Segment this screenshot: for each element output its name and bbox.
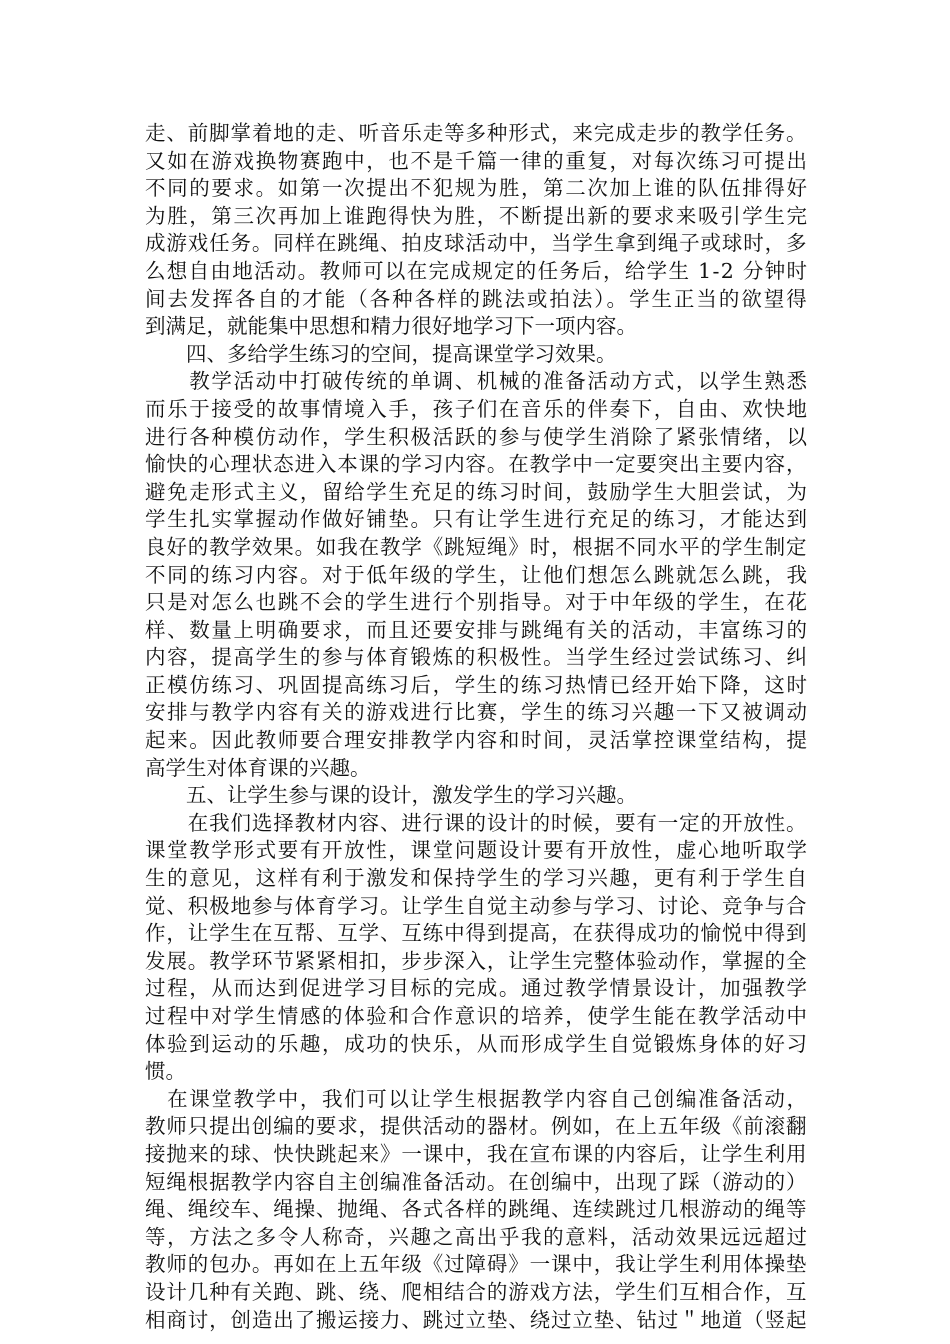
text-line: 设计几种有关跑、跳、绕、爬相结合的游戏方法，学生们互相合作，互 <box>145 1279 808 1304</box>
text-line: 过程中对学生情感的体验和合作意识的培养，使学生能在教学活动中 <box>145 1004 809 1028</box>
text-line: 作，让学生在互帮、互学、互练中得到提高，在获得成功的愉悦中得到 <box>145 921 808 946</box>
text-line: 避免走形式主义，留给学生充足的练习时间，鼓励学生大胆尝试，为 <box>145 479 809 504</box>
text-line: 愉快的心理状态进入本课的学习内容。在教学中一定要突出主要内容， <box>145 452 808 477</box>
text-line: 觉、积极地参与体育学习。让学生自觉主动参与学习、讨论、竞争与合 <box>145 893 808 918</box>
text-line: 不同的练习内容。对于低年级的学生，让他们想怎么跳就怎么跳，我 <box>145 562 809 587</box>
text-line: 么想自由地活动。教师可以在完成规定的任务后，给学生 1-2 分钟时 <box>145 258 809 283</box>
text-line: 又如在游戏换物赛跑中，也不是千篇一律的重复，对每次练习可提出 <box>145 148 809 173</box>
text-line: 相商讨，创造出了搬运接力、跳过立垫、绕过立垫、钻过＂地道（竖起 <box>145 1307 808 1332</box>
text-line: 到满足，就能集中思想和精力很好地学习下一项内容。 <box>145 314 637 339</box>
text-line: 教学活动中打破传统的单调、机械的准备活动方式，以学生熟悉 <box>145 369 809 394</box>
text-line: 在课堂教学中，我们可以让学生根据教学内容自己创编准备活动， <box>145 1086 809 1111</box>
text-line: 良好的教学效果。如我在教学《跳短绳》时，根据不同水平的学生制定 <box>145 534 808 559</box>
text-line: 教师的包办。再如在上五年级《过障碍》一课中，我让学生利用体操垫 <box>145 1252 808 1277</box>
text-line: 进行各种模仿动作，学生积极活跃的参与使学生消除了紧张情绪，以 <box>145 424 809 449</box>
text-line: 为胜，第三次再加上谁跑得快为胜，不断提出新的要求来吸引学生完 <box>145 203 809 228</box>
text-line: 四、多给学生练习的空间，提高课堂学习效果。 <box>145 341 617 366</box>
text-line: 过程，从而达到促进学习目标的完成。通过教学情景设计，加强教学 <box>145 976 809 1001</box>
text-line: 绳、绳绞车、绳操、抛绳、各式各样的跳绳、连续跳过几根游动的绳等 <box>145 1197 808 1222</box>
text-line: 正模仿练习、巩固提高练习后，学生的练习热情已经开始下降，这时 <box>145 672 809 697</box>
text-line: 五、让学生参与课的设计，激发学生的学习兴趣。 <box>145 783 637 808</box>
text-line: 在我们选择教材内容、进行课的设计的时候，要有一定的开放性。 <box>145 810 808 835</box>
text-line: 学生扎实掌握动作做好铺垫。只有让学生进行充足的练习，才能达到 <box>145 507 809 532</box>
text-line: 惯。 <box>145 1059 186 1084</box>
text-line: 安排与教学内容有关的游戏进行比赛，学生的练习兴趣一下又被调动 <box>145 700 809 725</box>
text-line: 生的意见，这样有利于激发和保持学生的学习兴趣，更有利于学生自 <box>145 866 809 891</box>
text-line: 等，方法之多令人称奇，兴趣之高出乎我的意料，活动效果远远超过 <box>145 1224 809 1249</box>
text-line: 短绳根据教学内容自主创编准备活动。在创编中，出现了踩（游动的） <box>145 1169 808 1194</box>
text-line: 内容，提高学生的参与体育锻炼的积极性。当学生经过尝试练习、纠 <box>145 645 809 670</box>
text-line: 间去发挥各自的才能（各种各样的跳法或拍法）。学生正当的欲望得 <box>145 286 809 311</box>
text-line: 发展。教学环节紧紧相扣，步步深入，让学生完整体验动作，掌握的全 <box>145 948 808 973</box>
body-text <box>145 120 807 1334</box>
text-line: 成游戏任务。同样在跳绳、拍皮球活动中，当学生拿到绳子或球时，多 <box>145 231 808 256</box>
text-line: 起来。因此教师要合理安排教学内容和时间，灵活掌控课堂结构，提 <box>145 728 809 753</box>
text-line: 不同的要求。如第一次提出不犯规为胜，第二次加上谁的队伍排得好 <box>145 176 809 201</box>
text-line: 样、数量上明确要求，而且还要安排与跳绳有关的活动，丰富练习的 <box>145 617 809 642</box>
text-line: 只是对怎么也跳不会的学生进行个别指导。对于中年级的学生，在花 <box>145 590 809 615</box>
text-line: 接抛来的球、快快跳起来》一课中，我在宣布课的内容后，让学生利用 <box>145 1141 808 1166</box>
text-line: 走、前脚掌着地的走、听音乐走等多种形式，来完成走步的教学任务。 <box>145 121 808 145</box>
text-line: 高学生对体育课的兴趣。 <box>145 755 371 780</box>
text-line: 体验到运动的乐趣，成功的快乐，从而形成学生自觉锻炼身体的好习 <box>145 1031 809 1056</box>
text-line: 而乐于接受的故事情境入手，孩子们在音乐的伴奏下，自由、欢快地 <box>145 396 809 421</box>
text-line: 教师只提出创编的要求，提供活动的器材。例如，在上五年级《前滚翻 <box>145 1114 808 1139</box>
text-line: 课堂教学形式要有开放性，课堂问题设计要有开放性，虚心地听取学 <box>145 838 809 863</box>
